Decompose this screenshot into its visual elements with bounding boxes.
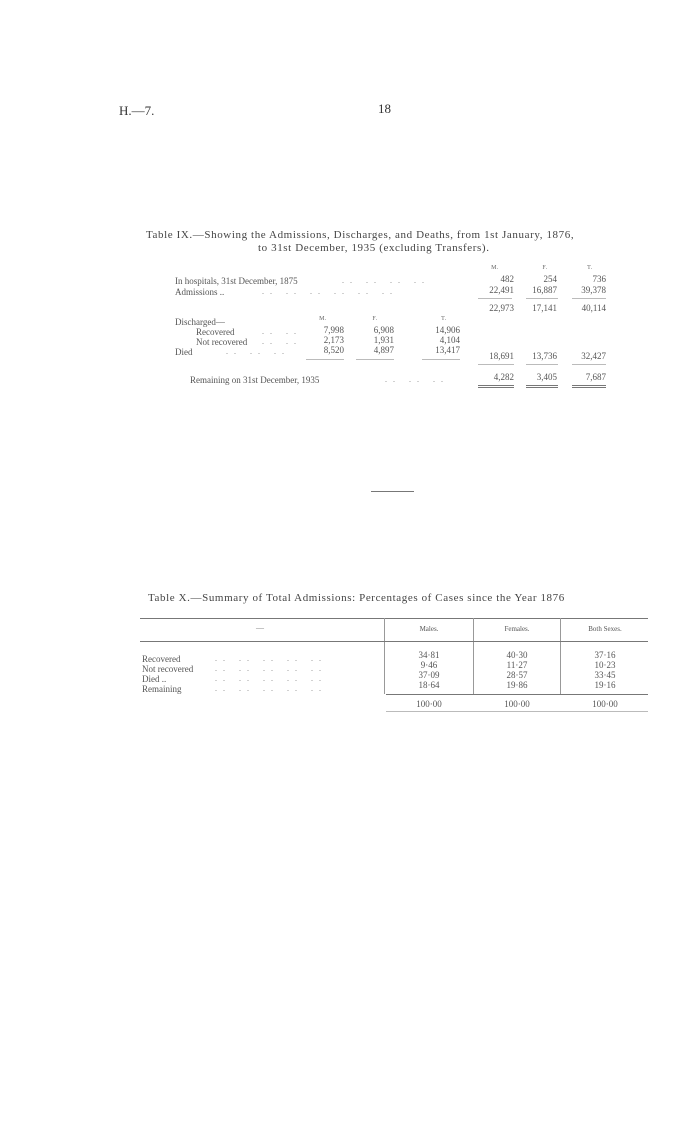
row-label: Died: [175, 347, 193, 357]
table-ix-title-line2: to 31st December, 1935 (excluding Transfers).: [258, 242, 490, 254]
page-reference: H.—7.: [119, 103, 155, 118]
sub-col-header-f: F.: [372, 316, 378, 322]
bottom-rule: [386, 711, 648, 712]
cell-t: 13,417: [435, 345, 460, 355]
cell-both: 10·23: [594, 660, 616, 670]
total-rule: [478, 385, 514, 386]
cell-t: 39,378: [581, 285, 606, 295]
col-header-t: T.: [587, 265, 593, 271]
sum-rule: [386, 694, 648, 695]
cell-m: 22,973: [489, 303, 514, 313]
discharged-label: Discharged—: [175, 317, 225, 327]
leader-dots: .. .. .. .. ..: [215, 654, 327, 663]
row-label: Recovered: [142, 654, 181, 664]
table-ix-title-line1: Table IX.—Showing the Admissions, Discharges, and Deaths, from 1st January, 1876,: [146, 229, 575, 241]
total-rule: [526, 385, 558, 386]
leader-dots: .. .. .. ..: [342, 276, 430, 285]
cell-f: 16,887: [532, 285, 557, 295]
leader-dots: .. .. .. .. ..: [215, 684, 327, 693]
cell-males: 18·64: [418, 680, 440, 690]
col-header-m: M.: [491, 265, 499, 271]
cell-females: 40·30: [506, 650, 528, 660]
cell-f: 6,908: [373, 325, 394, 335]
section-divider: [371, 491, 414, 492]
row-label: Not recovered: [142, 664, 194, 674]
stub-header: —: [256, 623, 264, 632]
table-top-rule: [140, 618, 648, 619]
cell-m: 18,691: [489, 351, 514, 361]
cell-males: 34·81: [418, 650, 440, 660]
leader-dots: .. .. .. .. ..: [215, 674, 327, 683]
sub-col-header-m: M.: [319, 316, 327, 322]
cell-males: 100·00: [416, 699, 442, 709]
row-label: Not recovered: [196, 337, 248, 347]
row-label: Admissions ..: [175, 287, 225, 297]
cell-both: 19·16: [594, 680, 616, 690]
cell-both: 33·45: [594, 670, 616, 680]
leader-dots: .. .. ..: [385, 375, 449, 384]
cell-females: 11·27: [506, 660, 528, 670]
total-rule: [478, 387, 514, 388]
col-header-both: Both Sexes.: [588, 625, 622, 633]
sum-rule: [306, 359, 344, 360]
col-header-males: Males.: [419, 625, 439, 633]
sum-rule: [422, 359, 460, 360]
leader-dots: .. ..: [262, 327, 302, 336]
sum-rule: [526, 364, 558, 365]
cell-both: 100·00: [592, 699, 618, 709]
cell-m: 4,282: [493, 372, 514, 382]
sum-rule: [356, 359, 394, 360]
header-rule: [140, 641, 648, 642]
sum-rule: [572, 364, 606, 365]
cell-t: 7,687: [585, 372, 606, 382]
cell-both: 37·16: [594, 650, 616, 660]
sum-rule: [478, 364, 514, 365]
total-rule: [572, 385, 606, 386]
cell-males: 37·09: [418, 670, 440, 680]
row-label: Remaining: [142, 684, 182, 694]
column-rule: [473, 618, 474, 694]
leader-dots: .. .. .. .. ..: [215, 664, 327, 673]
cell-m: 2,173: [323, 335, 344, 345]
col-header-females: Females.: [504, 625, 530, 633]
cell-m: 22,491: [489, 285, 514, 295]
cell-f: 254: [543, 274, 557, 284]
total-rule: [572, 387, 606, 388]
leader-dots: .. ..: [262, 337, 302, 346]
column-rule: [560, 618, 561, 694]
cell-females: 19·86: [506, 680, 528, 690]
column-rule: [384, 618, 385, 694]
cell-t: 32,427: [581, 351, 606, 361]
cell-f: 3,405: [536, 372, 557, 382]
sum-rule: [526, 298, 558, 299]
cell-f: 1,931: [373, 335, 394, 345]
cell-m: 8,520: [323, 345, 344, 355]
col-header-f: F.: [542, 265, 548, 271]
table-x-title: Table X.—Summary of Total Admissions: Percentages of Cases since the Year 1876: [148, 592, 565, 604]
cell-f: 4,897: [373, 345, 394, 355]
total-rule: [526, 387, 558, 388]
row-label: In hospitals, 31st December, 1875: [175, 276, 298, 286]
row-label: Recovered: [196, 327, 235, 337]
cell-f: 13,736: [532, 351, 557, 361]
cell-t: 14,906: [435, 325, 460, 335]
cell-t: 4,104: [439, 335, 460, 345]
cell-m: 7,998: [323, 325, 344, 335]
sum-rule: [572, 298, 606, 299]
cell-females: 100·00: [504, 699, 530, 709]
cell-t: 40,114: [581, 303, 606, 313]
cell-females: 28·57: [506, 670, 528, 680]
row-label: Remaining on 31st December, 1935: [190, 375, 320, 385]
leader-dots: .. .. ..: [226, 347, 290, 356]
cell-t: 736: [592, 274, 606, 284]
cell-males: 9·46: [420, 660, 438, 670]
page-number: 18: [378, 101, 391, 116]
cell-f: 17,141: [532, 303, 557, 313]
leader-dots: .. .. .. .. .. ..: [262, 287, 398, 296]
cell-m: 482: [500, 274, 514, 284]
row-label: Died ..: [142, 674, 167, 684]
sum-rule: [478, 298, 512, 299]
sub-col-header-t: T.: [441, 316, 447, 322]
